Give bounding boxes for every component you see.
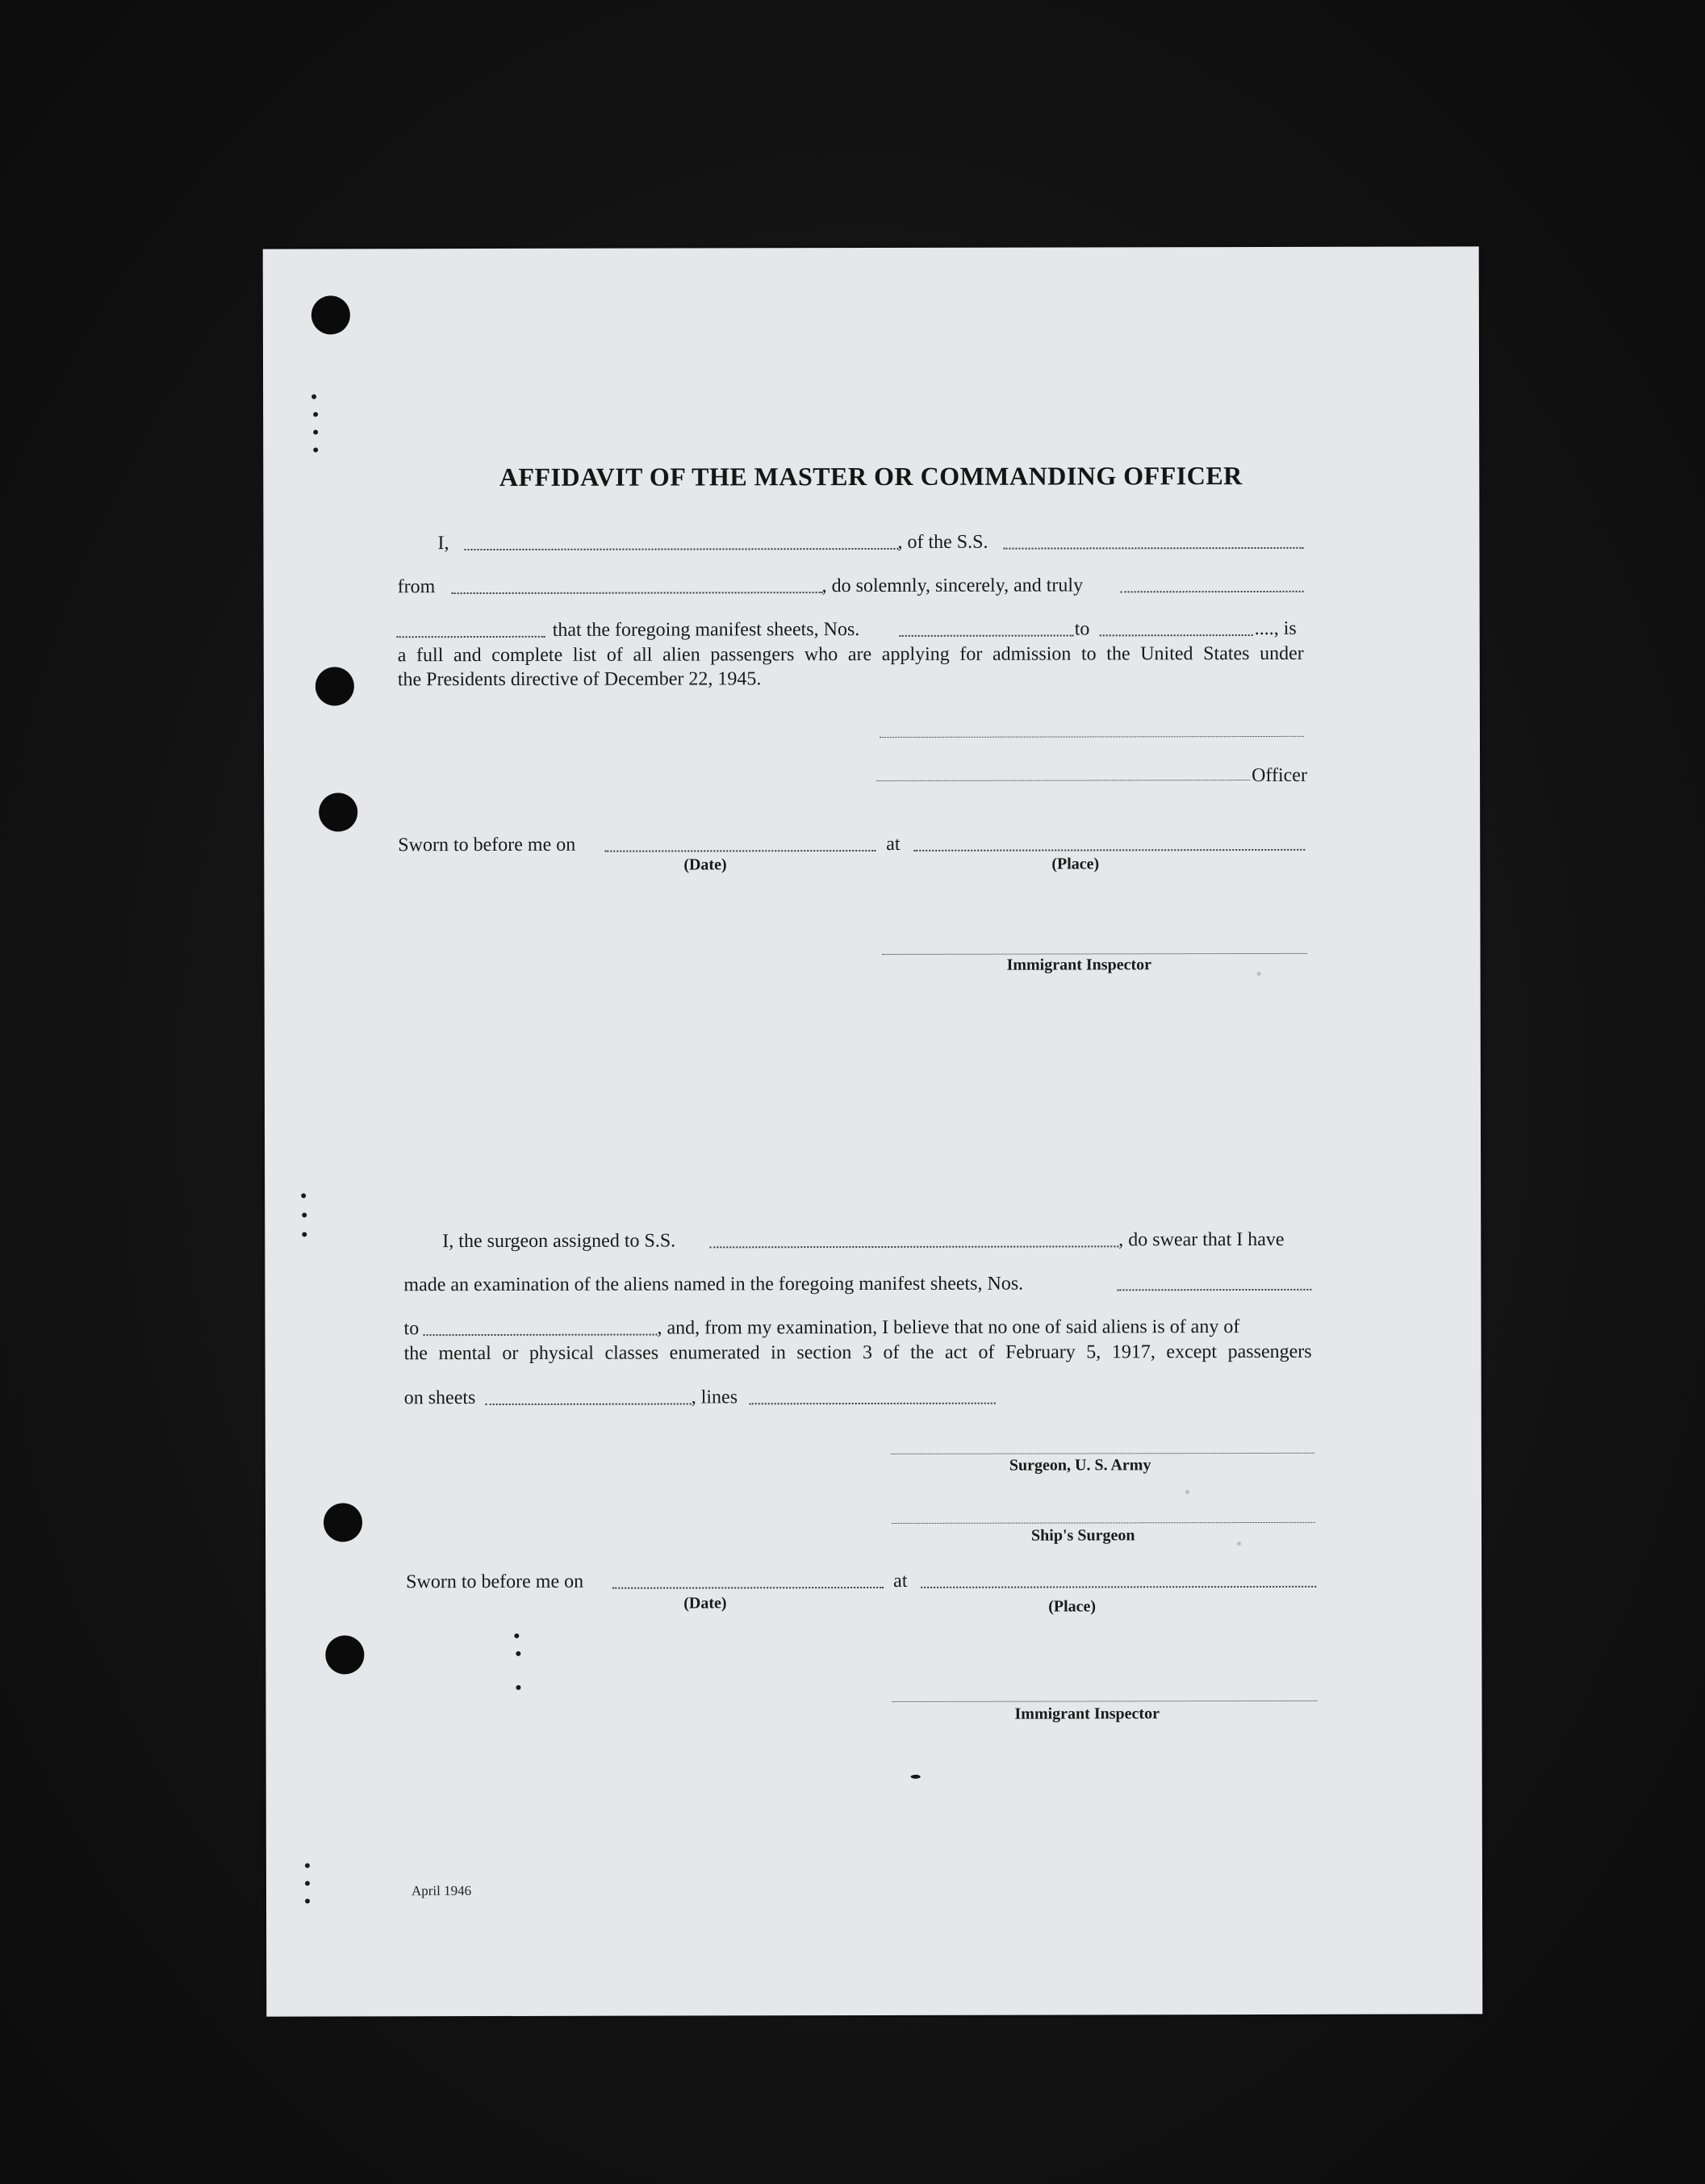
master-date-caption: (Date) xyxy=(683,856,727,874)
surgeon-line2: made an examination of the aliens named in the foregoing manifest sheets, Nos. xyxy=(403,1273,1024,1296)
master-oath-field[interactable] xyxy=(1121,591,1304,592)
paper-blemish xyxy=(1185,1490,1189,1494)
master-inspector-caption: Immigrant Inspector xyxy=(1006,956,1152,974)
master-origin-field[interactable] xyxy=(452,592,823,594)
surgeon-nos-from-field[interactable] xyxy=(1117,1289,1311,1291)
master-line1-prefix: I, xyxy=(437,533,449,554)
surgeon-line3-rest: , and, from my examination, I believe that no one of said aliens is of any of xyxy=(657,1316,1240,1339)
master-sworn-prefix: Sworn to before me on xyxy=(398,834,576,856)
ink-speck xyxy=(313,412,318,416)
punch-hole xyxy=(325,1635,364,1674)
surgeon-line5-mid: , lines xyxy=(691,1387,738,1408)
affidavit-page xyxy=(263,246,1483,2016)
master-swear-field[interactable] xyxy=(397,636,545,638)
ink-speck xyxy=(305,1881,310,1885)
officer-signature-line-2[interactable] xyxy=(876,780,1250,781)
surgeon-sworn-place-field[interactable] xyxy=(921,1586,1316,1588)
master-sworn-date-field[interactable] xyxy=(604,850,875,852)
ship-surgeon-signature-line[interactable] xyxy=(892,1522,1315,1524)
surgeon-inspector-signature-line[interactable] xyxy=(892,1701,1317,1702)
form-date-footer: April 1946 xyxy=(411,1883,472,1899)
ink-speck xyxy=(911,1775,921,1779)
surgeon-line1-end: , do swear that I have xyxy=(1118,1228,1285,1251)
surgeon-lines-field[interactable] xyxy=(750,1403,996,1405)
master-line4: a full and complete list of all alien passengers who are applying for admission to the United States under xyxy=(397,642,1304,667)
surgeon-place-caption: (Place) xyxy=(1048,1597,1097,1616)
surgeon-line1-prefix: I, the surgeon assigned to S.S. xyxy=(442,1230,676,1253)
surgeon-nos-to-field[interactable] xyxy=(424,1334,658,1337)
ink-speck xyxy=(313,447,318,452)
ink-speck xyxy=(313,429,318,434)
ink-speck xyxy=(516,1685,520,1690)
ink-speck xyxy=(516,1651,520,1656)
master-nos-from-field[interactable] xyxy=(900,634,1074,636)
officer-label: Officer xyxy=(1252,764,1307,787)
master-line2-mid: , do solemnly, sincerely, and truly xyxy=(821,575,1084,597)
punch-hole xyxy=(319,793,357,831)
surgeon-line5-prefix: on sheets xyxy=(403,1387,476,1409)
paper-blemish xyxy=(1237,1542,1241,1546)
punch-hole xyxy=(311,295,350,334)
surgeon-sheets-field[interactable] xyxy=(486,1403,692,1405)
surgeon-sworn-prefix: Sworn to before me on xyxy=(406,1571,584,1593)
army-surgeon-caption: Surgeon, U. S. Army xyxy=(1009,1456,1151,1475)
surgeon-line3-prefix: to xyxy=(403,1318,420,1340)
ink-speck xyxy=(311,394,316,399)
master-line3-mid: that the foregoing manifest sheets, Nos. xyxy=(552,619,860,641)
master-line2-prefix: from xyxy=(397,576,436,598)
ink-speck xyxy=(514,1634,519,1638)
surgeon-date-caption: (Date) xyxy=(683,1594,727,1613)
paper-blemish xyxy=(1257,972,1261,976)
master-line3-to: to xyxy=(1074,618,1090,640)
ink-speck xyxy=(305,1898,310,1903)
master-name-field[interactable] xyxy=(464,548,898,550)
master-line1-mid: , of the S.S. xyxy=(897,531,988,553)
surgeon-sworn-date-field[interactable] xyxy=(612,1587,884,1589)
master-line5: the Presidents directive of December 22, 1945. xyxy=(397,668,762,691)
master-nos-to-field[interactable] xyxy=(1100,634,1253,636)
ink-speck xyxy=(305,1863,310,1868)
master-ship-field[interactable] xyxy=(1003,547,1303,550)
master-inspector-signature-line[interactable] xyxy=(883,953,1307,955)
master-sworn-place-field[interactable] xyxy=(913,849,1305,851)
surgeon-sworn-at: at xyxy=(893,1570,908,1592)
master-line3-end: ...., is xyxy=(1254,617,1297,640)
master-sworn-at: at xyxy=(886,833,901,855)
ink-speck xyxy=(302,1212,307,1217)
ink-speck xyxy=(301,1193,306,1198)
officer-signature-line-1[interactable] xyxy=(880,736,1304,738)
punch-hole xyxy=(316,667,354,705)
surgeon-inspector-caption: Immigrant Inspector xyxy=(1014,1705,1160,1723)
page-title: AFFIDAVIT OF THE MASTER OR COMMANDING OFFICER xyxy=(499,461,1243,492)
army-surgeon-signature-line[interactable] xyxy=(891,1453,1314,1454)
ink-speck xyxy=(302,1232,307,1236)
surgeon-ship-field[interactable] xyxy=(709,1245,1118,1248)
ship-surgeon-caption: Ship's Surgeon xyxy=(1031,1526,1135,1545)
punch-hole xyxy=(324,1503,362,1542)
surgeon-line4: the mental or physical classes enumerated in section 3 of the act of February 5, 1917, except passengers xyxy=(403,1341,1312,1365)
master-place-caption: (Place) xyxy=(1051,855,1100,873)
